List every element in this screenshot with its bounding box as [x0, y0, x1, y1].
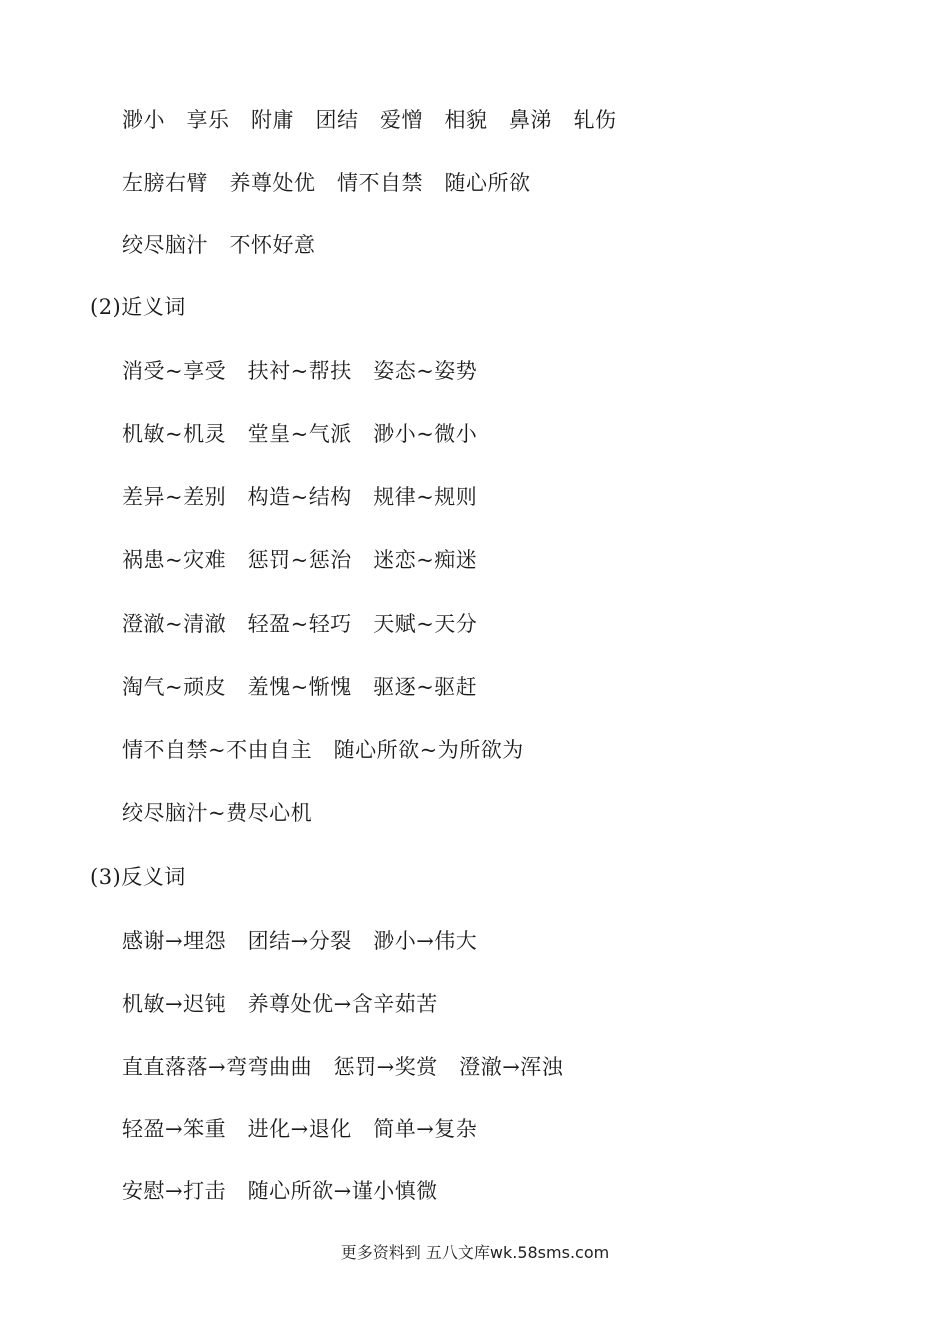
- synonym-line: 情不自禁~不由自主 随心所欲~为所欲为: [122, 738, 524, 762]
- word-line: 渺小 享乐 附庸 团结 爱憎 相貌 鼻涕 轧伤: [122, 108, 617, 132]
- word-line: 左膀右臂 养尊处优 情不自禁 随心所欲: [122, 171, 531, 195]
- synonym-line: 祸患~灾难 惩罚~惩治 迷恋~痴迷: [122, 548, 478, 572]
- antonym-line: 感谢→埋怨 团结→分裂 渺小→伟大: [122, 929, 478, 953]
- antonym-line: 直直落落→弯弯曲曲 惩罚→奖赏 澄澈→浑浊: [122, 1055, 564, 1079]
- synonym-line: 绞尽脑汁~费尽心机: [122, 801, 313, 825]
- antonym-line: 机敏→迟钝 养尊处优→含辛茹苦: [122, 992, 438, 1016]
- synonym-line: 消受~享受 扶衬~帮扶 姿态~姿势: [122, 359, 478, 383]
- synonym-line: 澄澈~清澈 轻盈~轻巧 天赋~天分: [122, 612, 478, 636]
- footer-link[interactable]: 更多资料到 五八文库wk.58sms.com: [340, 1243, 610, 1262]
- synonym-line: 淘气~顽皮 羞愧~惭愧 驱逐~驱赶: [122, 675, 478, 699]
- synonyms-heading: (2)近义词: [90, 295, 186, 319]
- antonym-line: 轻盈→笨重 进化→退化 简单→复杂: [122, 1117, 478, 1141]
- synonym-line: 差异~差别 构造~结构 规律~规则: [122, 485, 478, 509]
- word-line: 绞尽脑汁 不怀好意: [122, 233, 316, 257]
- antonyms-heading: (3)反义词: [90, 865, 186, 889]
- antonym-line: 安慰→打击 随心所欲→谨小慎微: [122, 1179, 438, 1203]
- synonym-line: 机敏~机灵 堂皇~气派 渺小~微小: [122, 422, 478, 446]
